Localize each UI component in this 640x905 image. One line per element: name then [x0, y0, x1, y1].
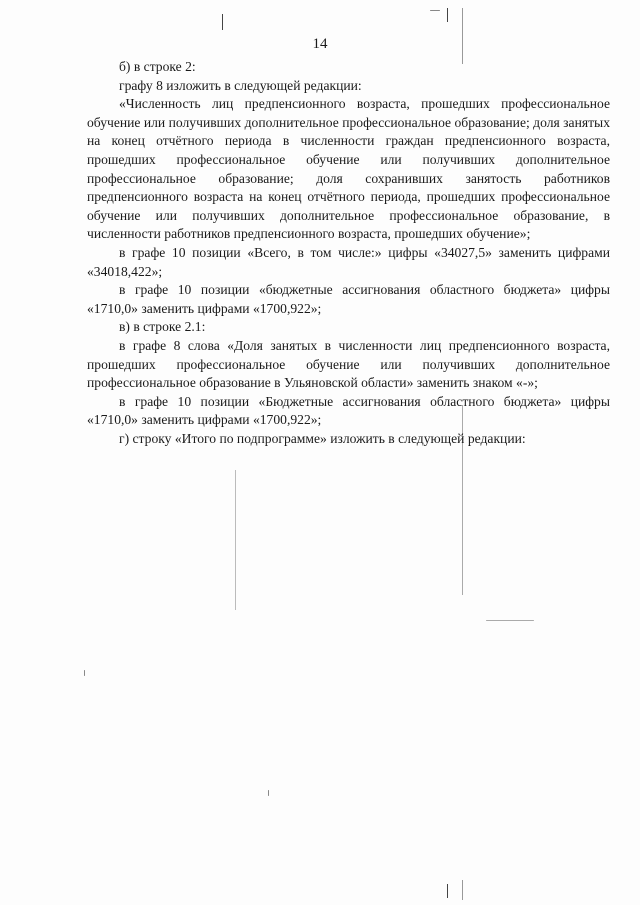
paragraph-budget-change: в графе 10 позиции «бюджетные ассигнования областного бюджета» цифры «1710,0» заменить цифрами «1700,922»; — [87, 282, 610, 316]
scan-mark-top-right — [447, 8, 448, 22]
paragraph-column-8: графу 8 изложить в следующей редакции: — [119, 77, 362, 93]
paragraph-total-change: в графе 10 позиции «Всего, в том числе:» цифры «34027,5» заменить цифрами «34018,422»; — [87, 244, 610, 279]
scan-speck — [430, 10, 440, 11]
scan-mark-bottom — [447, 884, 448, 898]
paragraph-column-8-words: в графе 8 слова «Доля занятых в численности лиц предпенсионного возраста, прошедших профессиональное обучение или получивших дополнительное профессиональное образование в Ульяновской области» заменить знаком «-»; — [87, 337, 610, 391]
page-number: 14 — [312, 36, 328, 52]
document-body — [87, 58, 610, 448]
scan-line-center — [235, 470, 236, 610]
scan-mark-top-left — [222, 14, 223, 30]
scan-speck — [486, 620, 534, 621]
paragraph-item-v: в) в строке 2.1: — [119, 319, 206, 335]
scan-speck — [268, 790, 269, 796]
paragraph-item-g: г) строку «Итого по подпрограмме» изложить в следующей редакции: — [119, 430, 526, 446]
paragraph-budget-change-2: в графе 10 позиции «Бюджетные ассигнования областного бюджета» цифры «1710,0» заменить цифрами «1700,922»; — [87, 393, 610, 428]
scan-mark-bottom-2 — [462, 880, 463, 900]
scan-speck — [84, 670, 85, 676]
paragraph-item-b: б) в строке 2: — [119, 59, 196, 74]
paragraph-quote-definition: «Численность лиц предпенсионного возраста, прошедших профессиональное обучение или получивших дополнительное профессиональное образование; доля занятых на конец отчётного периода в численности граждан предпенсионного возраста, прошедших профессиональное обучение или получивших дополнительное профессиональное образование; доля сохранивших занятость работников предпенсионного возраста на конец отчётного периода, прошедших профессиональное обучение или получивших дополнительное профессиональное образование, в численности работников предпенсионного возраста, прошедших обучение»; — [87, 96, 610, 242]
